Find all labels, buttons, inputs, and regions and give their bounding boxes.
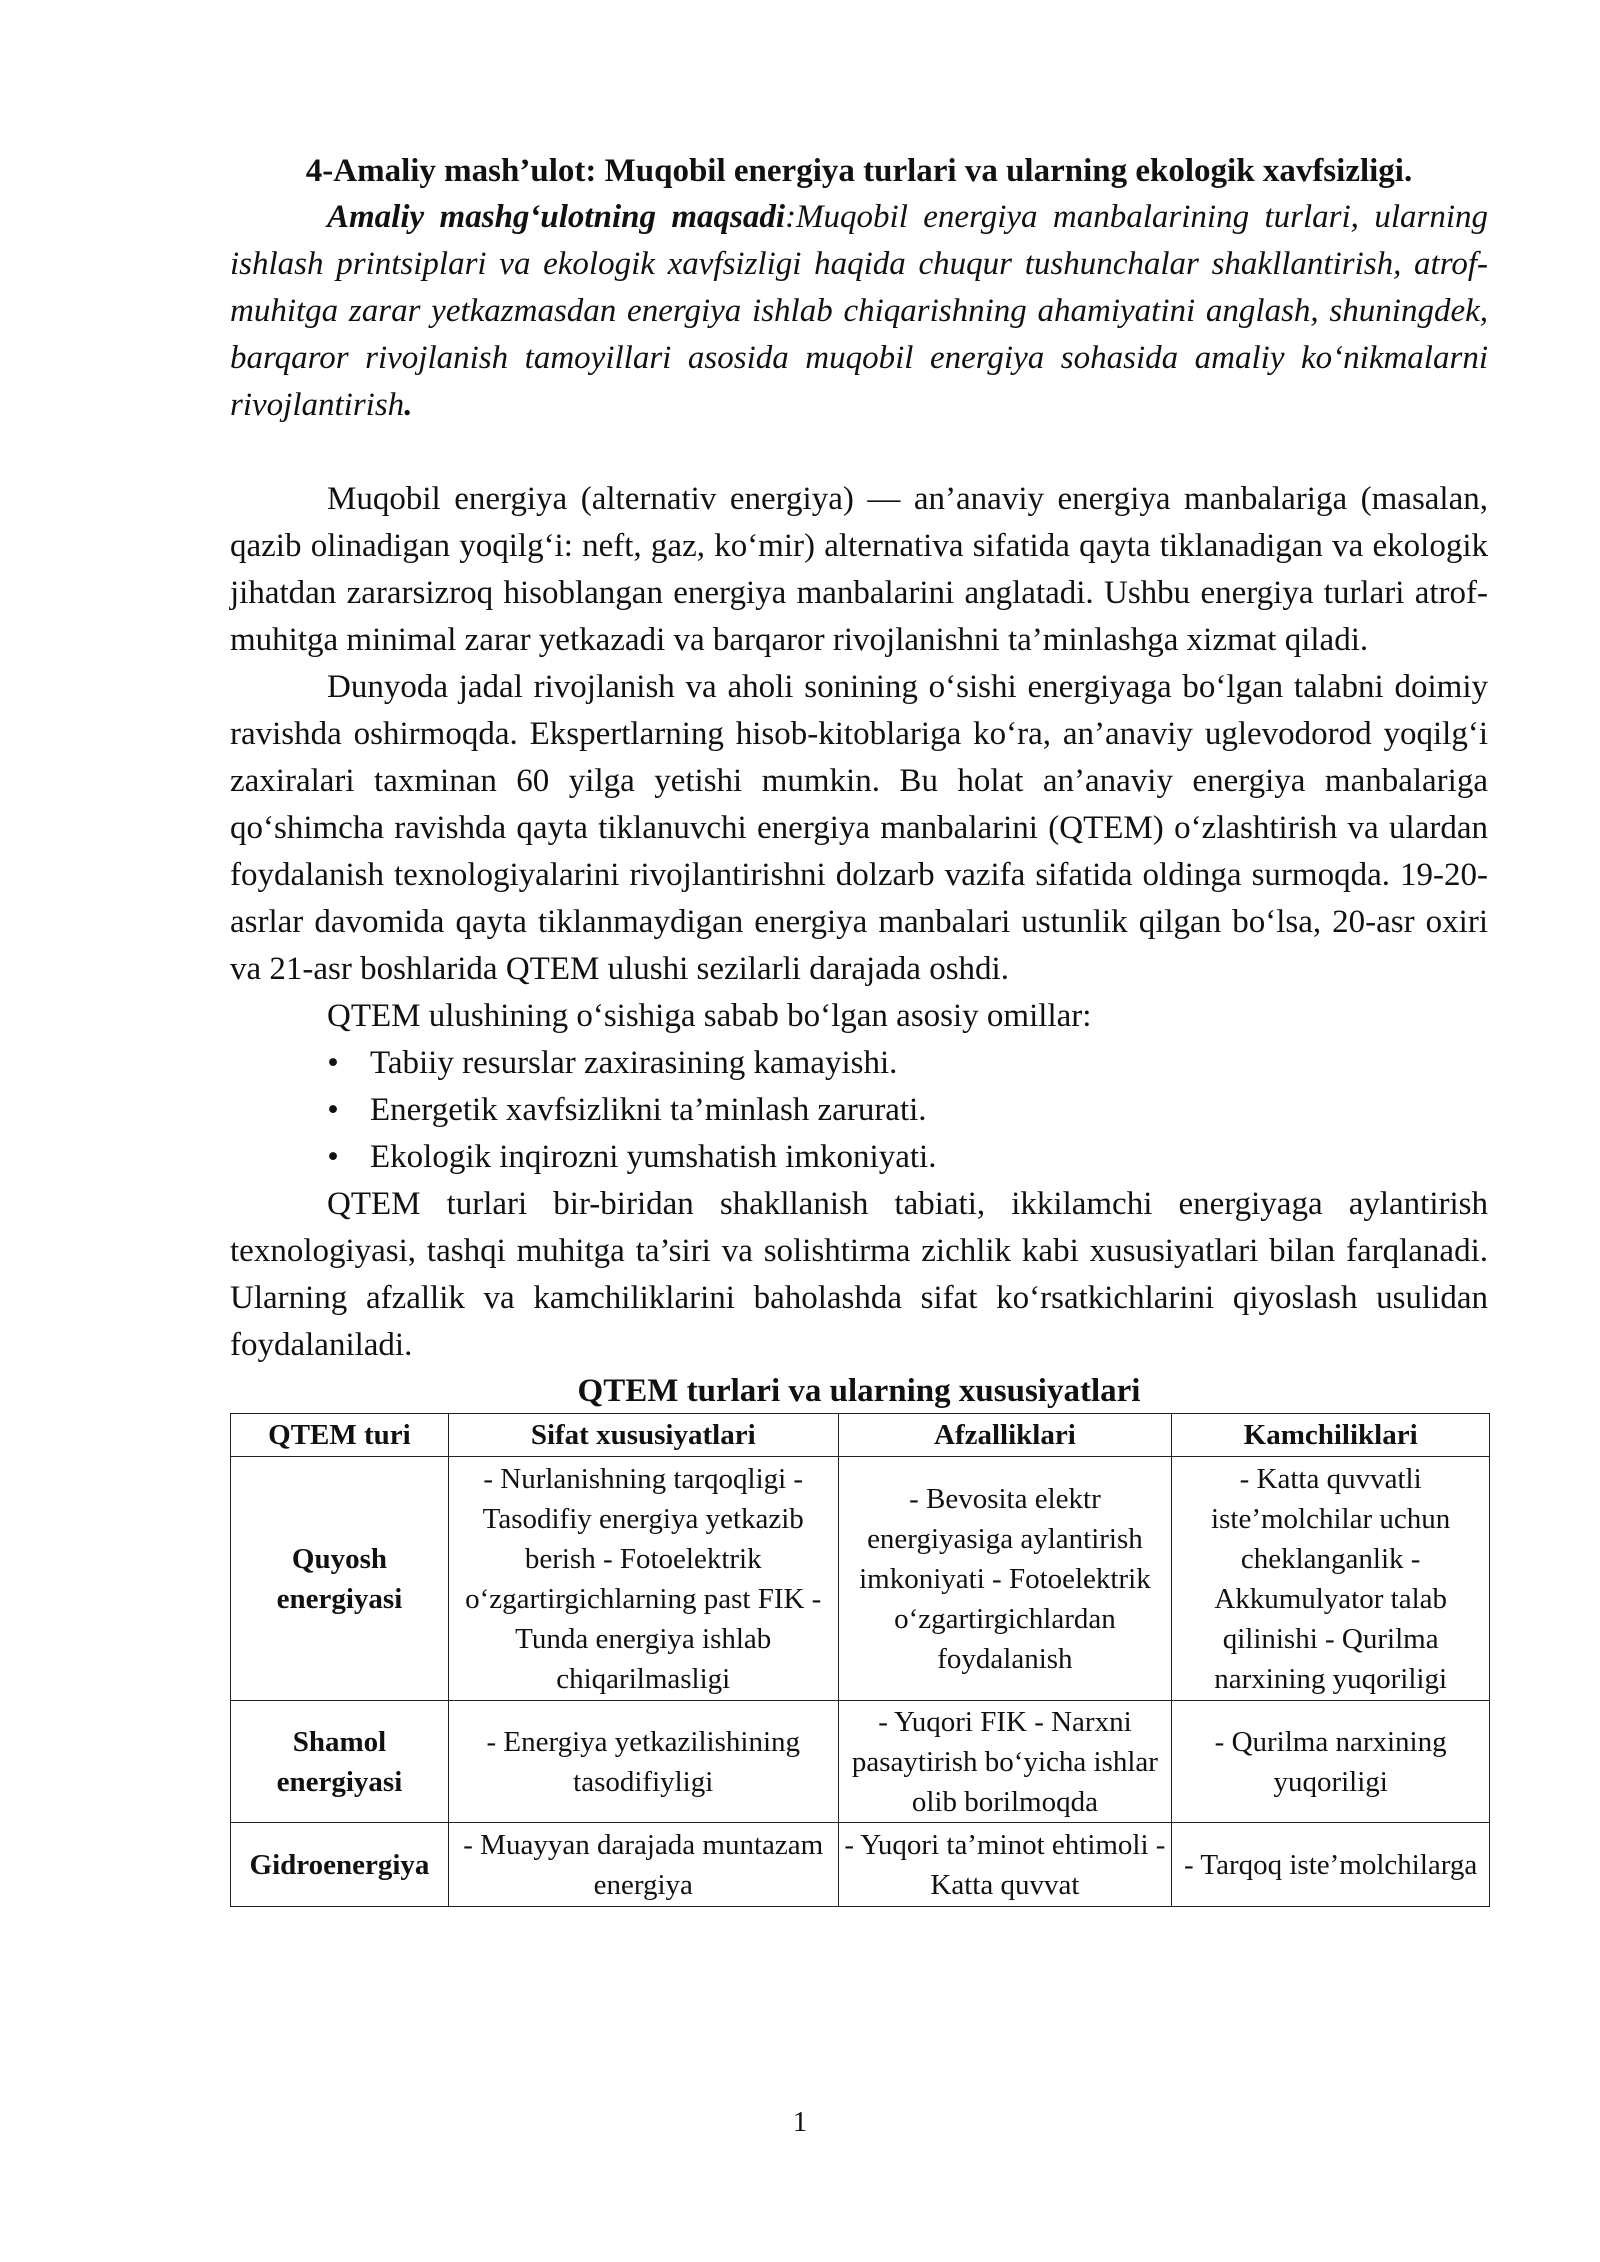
table-cell-type: Shamol energiyasi	[231, 1701, 449, 1823]
table-cell-type: Gidroenergiya	[231, 1823, 449, 1907]
factors-list	[230, 1040, 1488, 1181]
table-cell: - Muayyan darajada muntazam energiya	[448, 1823, 838, 1907]
list-item	[327, 1087, 1488, 1134]
table-cell-type: Quyosh energiyasi	[231, 1457, 449, 1701]
column-header: Afzalliklari	[838, 1414, 1172, 1457]
table-row	[231, 1823, 1490, 1907]
paragraph-comparison: QTEM turlari bir-biridan shakllanish tabiati, ikkilamchi energiyaga aylantirish texnologiyasi, tashqi muhitga ta’siri va solishtirma zichlik kabi xususiyatlari bilan farqlanadi. Ularning afzallik va kamchiliklarini baholashda sifat ko‘rsatkichlarini qiyoslash usulidan foydalaniladi.	[230, 1186, 1488, 1363]
bullet-icon: •	[327, 1092, 339, 1128]
table-cell: - Yuqori FIK - Narxni pasaytirish bo‘yicha ishlar olib borilmoqda	[838, 1701, 1172, 1823]
column-header: QTEM turi	[231, 1414, 449, 1457]
table-title: QTEM turlari va ularning xususiyatlari	[577, 1373, 1141, 1409]
table-cell: - Qurilma narxining yuqoriligi	[1172, 1701, 1490, 1823]
paragraph-context: Dunyoda jadal rivojlanish va aholi sonining o‘sishi energiyaga bo‘lgan talabni doimiy ravishda oshirmoqda. Ekspertlarning hisob-kitoblariga ko‘ra, an’anaviy uglevodorod yoqilg‘i zaxiralari taxminan 60 yilga yetishi mumkin. Bu holat an’anaviy energiya manbalariga qo‘shimcha ravishda qayta tiklanuvchi energiya manbalarini (QTEM) o‘zlashtirish va ulardan foydalanish texnologiyalarini rivojlantirishni dolzarb vazifa sifatida oldinga surmoqda. 19-20-asrlar davomida qayta tiklanmaydigan energiya manbalari ustunlik qilgan bo‘lsa, 20-asr oxiri va 21-asr boshlarida QTEM ulushi sezilarli darajada oshdi.	[230, 669, 1488, 987]
list-item-text: Tabiiy resurslar zaxirasining kamayishi.	[370, 1045, 898, 1081]
paragraph-factors-intro: QTEM ulushining o‘sishiga sabab bo‘lgan asosiy omillar:	[327, 998, 1092, 1034]
table-cell: - Yuqori ta’minot ehtimoli - Katta quvvat	[838, 1823, 1172, 1907]
table-cell: - Katta quvvatli iste’molchilar uchun cheklanganlik - Akkumulyator talab qilinishi - Qurilma narxining yuqoriligi	[1172, 1457, 1490, 1701]
table-header-row	[231, 1414, 1490, 1457]
page-number: 1	[792, 2106, 808, 2138]
list-item-text: Ekologik inqirozni yumshatish imkoniyati.	[370, 1139, 937, 1175]
page-title: 4-Amaliy mash’ulot: Muqobil energiya turlari va ularning ekologik xavfsizligi.	[305, 153, 1413, 189]
bullet-icon: •	[327, 1045, 339, 1081]
column-header: Kamchiliklari	[1172, 1414, 1490, 1457]
bullet-icon: •	[327, 1139, 339, 1175]
list-item	[327, 1134, 1488, 1181]
goal-paragraph	[230, 194, 1488, 429]
goal-text: :Muqobil energiya manbalarining turlari, ularning ishlash printsiplari va ekologik xavfsizligi haqida chuqur tushunchalar shakllantirish, atrof-muhitga zarar yetkazmasdan energiya ishlab chiqarishning ahamiyatini anglash, shuningdek, barqaror rivojlanish tamoyillari asosida muqobil energiya sohasida amaliy ko‘nikmalarni rivojlantirish	[230, 199, 1488, 423]
table-row	[231, 1701, 1490, 1823]
goal-end: .	[404, 387, 413, 423]
qtem-table	[230, 1413, 1490, 1907]
table-cell: - Bevosita elektr energiyasiga aylantirish imkoniyati - Fotoelektrik o‘zgartirgichlardan foydalanish	[838, 1457, 1172, 1701]
table-cell: - Energiya yetkazilishining tasodifiyligi	[448, 1701, 838, 1823]
column-header: Sifat xususiyatlari	[448, 1414, 838, 1457]
goal-label: Amaliy mashg‘ulotning maqsadi	[327, 199, 786, 235]
paragraph-gap	[230, 429, 1488, 476]
table-cell: - Tarqoq iste’molchilarga	[1172, 1823, 1490, 1907]
page-content	[230, 148, 1488, 1907]
table-row	[231, 1457, 1490, 1701]
paragraph-definition: Muqobil energiya (alternativ energiya) — an’anaviy energiya manbalariga (masalan, qazib olinadigan yoqilg‘i: neft, gaz, ko‘mir) alternativa sifatida qayta tiklanadigan va ekologik jihatdan zararsizroq hisoblangan energiya manbalarini anglatadi. Ushbu energiya turlari atrof-muhitga minimal zarar yetkazadi va barqaror rivojlanishni ta’minlashga xizmat qiladi.	[230, 481, 1488, 658]
list-item-text: Energetik xavfsizlikni ta’minlash zarurati.	[370, 1092, 927, 1128]
list-item	[327, 1040, 1488, 1087]
table-cell: - Nurlanishning tarqoqligi - Tasodifiy energiya yetkazib berish - Fotoelektrik o‘zgartirgichlarning past FIK - Tunda energiya ishlab chiqarilmasligi	[448, 1457, 838, 1701]
